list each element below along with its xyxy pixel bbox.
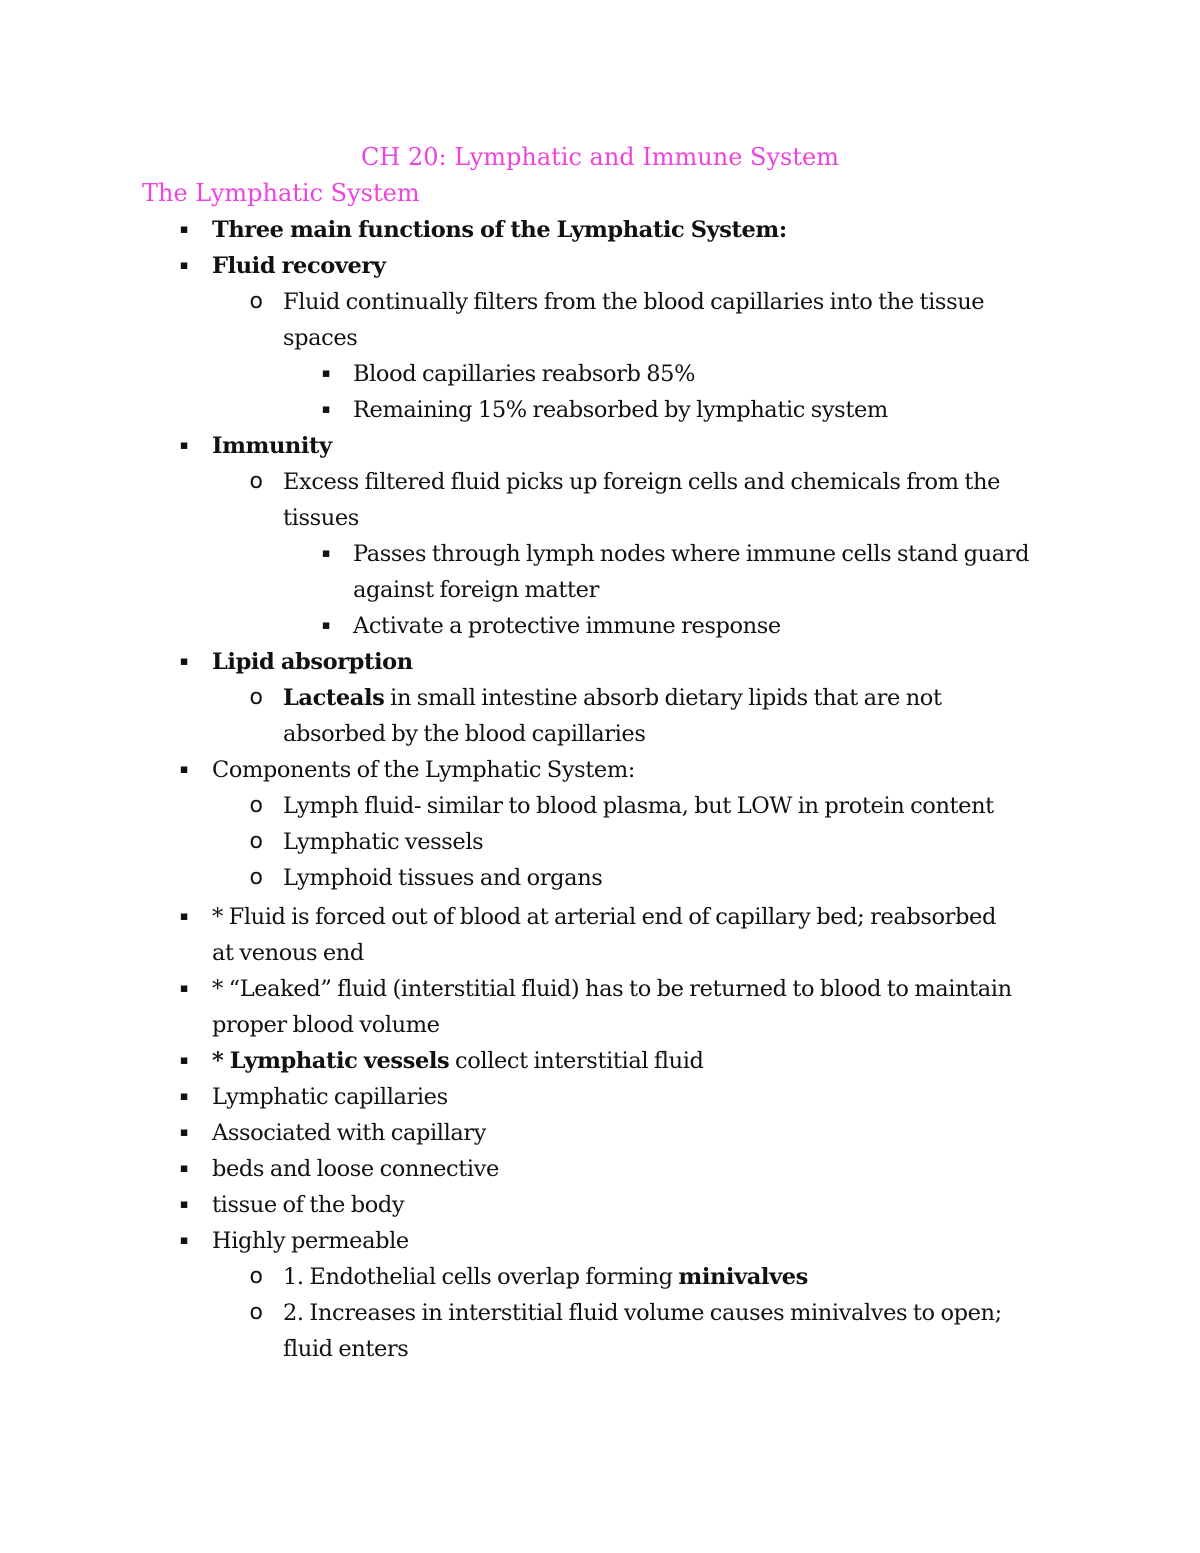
item-text: Remaining 15% reabsorbed by lymphatic system — [353, 397, 888, 423]
item-bold-text: Immunity — [212, 433, 332, 459]
list-item — [0, 1295, 1033, 1367]
square-bullet-icon: ▪ — [179, 1233, 189, 1248]
list-item — [0, 536, 1033, 608]
list-item — [0, 464, 1033, 536]
item-bold-text: Three main functions of the Lymphatic System: — [212, 217, 787, 243]
item-bold-text: Lacteals — [283, 685, 385, 711]
square-bullet-icon: ▪ — [179, 981, 189, 996]
item-text: Blood capillaries reabsorb 85% — [353, 361, 696, 387]
page-title: CH 20: Lymphatic and Immune System — [361, 143, 839, 171]
bullet-list — [0, 212, 1200, 1367]
item-text: 2. Increases in interstitial fluid volume causes minivalves to open; fluid enters — [283, 1300, 1002, 1362]
circle-bullet-icon: o — [249, 685, 263, 710]
list-item — [0, 824, 1033, 860]
list-item — [0, 356, 1033, 392]
square-bullet-icon: ▪ — [179, 909, 189, 924]
list-item — [0, 392, 1033, 428]
list-item — [0, 860, 1033, 896]
square-bullet-icon: ▪ — [179, 438, 189, 453]
square-bullet-icon: ▪ — [179, 654, 189, 669]
list-item — [0, 899, 1012, 971]
item-text: Excess filtered fluid picks up foreign cells and chemicals from the tissues — [283, 469, 1000, 531]
item-text: collect interstitial fluid — [449, 1048, 704, 1074]
list-item — [0, 212, 1012, 248]
list-item — [0, 428, 1012, 464]
square-bullet-icon: ▪ — [179, 1197, 189, 1212]
item-text: Activate a protective immune response — [353, 613, 781, 639]
item-text: Associated with capillary — [212, 1120, 487, 1146]
circle-bullet-icon: o — [249, 1264, 263, 1289]
circle-bullet-icon: o — [249, 289, 263, 314]
item-text: Fluid continually filters from the blood capillaries into the tissue spaces — [283, 289, 985, 351]
list-item — [0, 1187, 1012, 1223]
list-item — [0, 1259, 1033, 1295]
item-text: tissue of the body — [212, 1192, 405, 1218]
circle-bullet-icon: o — [249, 1300, 263, 1325]
item-text: Components of the Lymphatic System: — [212, 757, 635, 783]
square-bullet-icon: ▪ — [321, 366, 331, 381]
list-item — [0, 248, 1012, 284]
item-text: in small intestine absorb dietary lipids that are not absorbed by the blood capillaries — [283, 685, 942, 747]
item-text: Lymphoid tissues and organs — [283, 865, 603, 891]
circle-bullet-icon: o — [249, 469, 263, 494]
list-item — [0, 1115, 1012, 1151]
list-item — [0, 752, 1012, 788]
item-text: Highly permeable — [212, 1228, 409, 1254]
item-text: * “Leaked” fluid (interstitial fluid) has to be returned to blood to maintain proper blood volume — [212, 976, 1012, 1038]
circle-bullet-icon: o — [249, 865, 263, 890]
list-item — [0, 788, 1033, 824]
list-item — [0, 284, 1033, 356]
list-item — [0, 1223, 1012, 1259]
square-bullet-icon: ▪ — [179, 1053, 189, 1068]
circle-bullet-icon: o — [249, 829, 263, 854]
list-item — [0, 1043, 1012, 1079]
item-bold-text: Lipid absorption — [212, 649, 413, 675]
list-item — [0, 644, 1012, 680]
square-bullet-icon: ▪ — [321, 546, 331, 561]
square-bullet-icon: ▪ — [321, 402, 331, 417]
square-bullet-icon: ▪ — [179, 1161, 189, 1176]
circle-bullet-icon: o — [249, 793, 263, 818]
section-heading: The Lymphatic System — [142, 179, 420, 207]
item-text: Lymphatic capillaries — [212, 1084, 448, 1110]
item-text: beds and loose connective — [212, 1156, 499, 1182]
list-item — [0, 1151, 1012, 1187]
list-item — [0, 971, 1012, 1043]
list-item — [0, 680, 1033, 752]
item-text: Passes through lymph nodes where immune cells stand guard against foreign matter — [353, 541, 1030, 603]
square-bullet-icon: ▪ — [321, 618, 331, 633]
square-bullet-icon: ▪ — [179, 258, 189, 273]
list-item — [0, 1079, 1012, 1115]
square-bullet-icon: ▪ — [179, 1089, 189, 1104]
square-bullet-icon: ▪ — [179, 1125, 189, 1140]
list-item — [0, 608, 1033, 644]
square-bullet-icon: ▪ — [179, 222, 189, 237]
item-text: 1. Endothelial cells overlap forming — [283, 1264, 679, 1290]
square-bullet-icon: ▪ — [179, 762, 189, 777]
item-bold-text: Fluid recovery — [212, 253, 386, 279]
item-bold-text: minivalves — [678, 1264, 808, 1290]
item-text: Lymph fluid- similar to blood plasma, but LOW in protein content — [283, 793, 994, 819]
item-bold-text: * Lymphatic vessels — [212, 1048, 450, 1074]
item-text: * Fluid is forced out of blood at arterial end of capillary bed; reabsorbed at venous end — [212, 904, 996, 966]
item-text: Lymphatic vessels — [283, 829, 484, 855]
